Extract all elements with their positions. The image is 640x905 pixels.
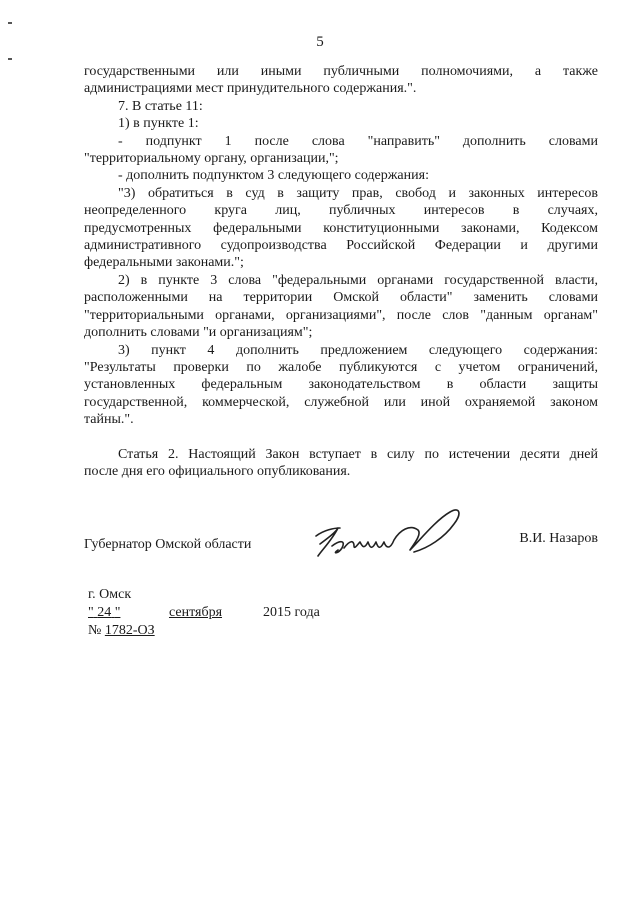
paragraph-line: государственными или иными публичными полномочиями, а также bbox=[84, 64, 598, 79]
document-footer bbox=[88, 586, 320, 640]
date-month: сентября bbox=[168, 605, 223, 620]
scan-mark bbox=[8, 58, 12, 60]
paragraph-line: после дня его официального опубликования. bbox=[84, 464, 351, 480]
paragraph-line: неопределенного круга лиц, публичных интересов в случаях, bbox=[84, 203, 598, 219]
city: г. Омск bbox=[88, 587, 132, 602]
paragraph-line: федеральными законами."; bbox=[84, 255, 244, 271]
page-number: 5 bbox=[316, 34, 324, 50]
paragraph-line: предусмотренных федеральными конституционными законами, Кодексом bbox=[84, 220, 598, 236]
law-number: 1782-ОЗ bbox=[104, 623, 155, 638]
paragraph-line: административного судопроизводства Российской Федерации и другими bbox=[84, 238, 598, 254]
date-year: 2015 года bbox=[263, 605, 320, 620]
paragraph-line: 1) в пункте 1: bbox=[118, 116, 199, 132]
paragraph-line: "3) обратиться в суд в защиту прав, свобод и законных интересов bbox=[118, 185, 598, 201]
paragraph-line: расположенными на территории Омской области" заменить словами bbox=[84, 290, 598, 306]
date-day: 24 bbox=[97, 605, 112, 620]
paragraph-line: Статья 2. Настоящий Закон вступает в силу по истечении десяти дней bbox=[118, 447, 598, 462]
article-2 bbox=[84, 446, 598, 481]
date-day-field: " 24 " bbox=[88, 605, 121, 620]
paragraph-line: - подпункт 1 после слова "направить" дополнить словами bbox=[118, 133, 598, 149]
paragraph-line: тайны.". bbox=[84, 412, 134, 428]
date-line bbox=[88, 604, 320, 622]
paragraph-line: администрациями мест принудительного содержания.". bbox=[84, 81, 417, 97]
signatory-position: Губернатор Омской области bbox=[84, 537, 252, 552]
paragraph-line: "Результаты проверки по жалобе публикуются с учетом ограничений, bbox=[84, 359, 598, 375]
paragraph-line: 2) в пункте 3 слова "федеральными органами государственной власти, bbox=[118, 272, 598, 288]
scan-mark bbox=[8, 22, 12, 24]
paragraph-line: - дополнить подпунктом 3 следующего содержания: bbox=[118, 168, 429, 184]
paragraph-line: "территориальному органу, организации,"; bbox=[84, 151, 339, 167]
paragraph-line: установленных федеральным законодательством в области защиты bbox=[84, 377, 598, 393]
number-sign: № bbox=[88, 623, 102, 638]
handwritten-signature bbox=[310, 500, 470, 575]
signatory-name: В.И. Назаров bbox=[519, 531, 598, 546]
body-text bbox=[84, 63, 598, 429]
paragraph-line: "территориальными органами, организациями", после слов "данным органам" bbox=[84, 307, 598, 323]
paragraph-line: 7. В статье 11: bbox=[118, 98, 203, 114]
law-number-line bbox=[88, 622, 320, 640]
paragraph-line: 3) пункт 4 дополнить предложением следующего содержания: bbox=[118, 342, 598, 358]
paragraph-line: дополнить словами "и организациям"; bbox=[84, 325, 313, 341]
paragraph-line: государственной, коммерческой, служебной или иной охраняемой законом bbox=[84, 394, 598, 410]
